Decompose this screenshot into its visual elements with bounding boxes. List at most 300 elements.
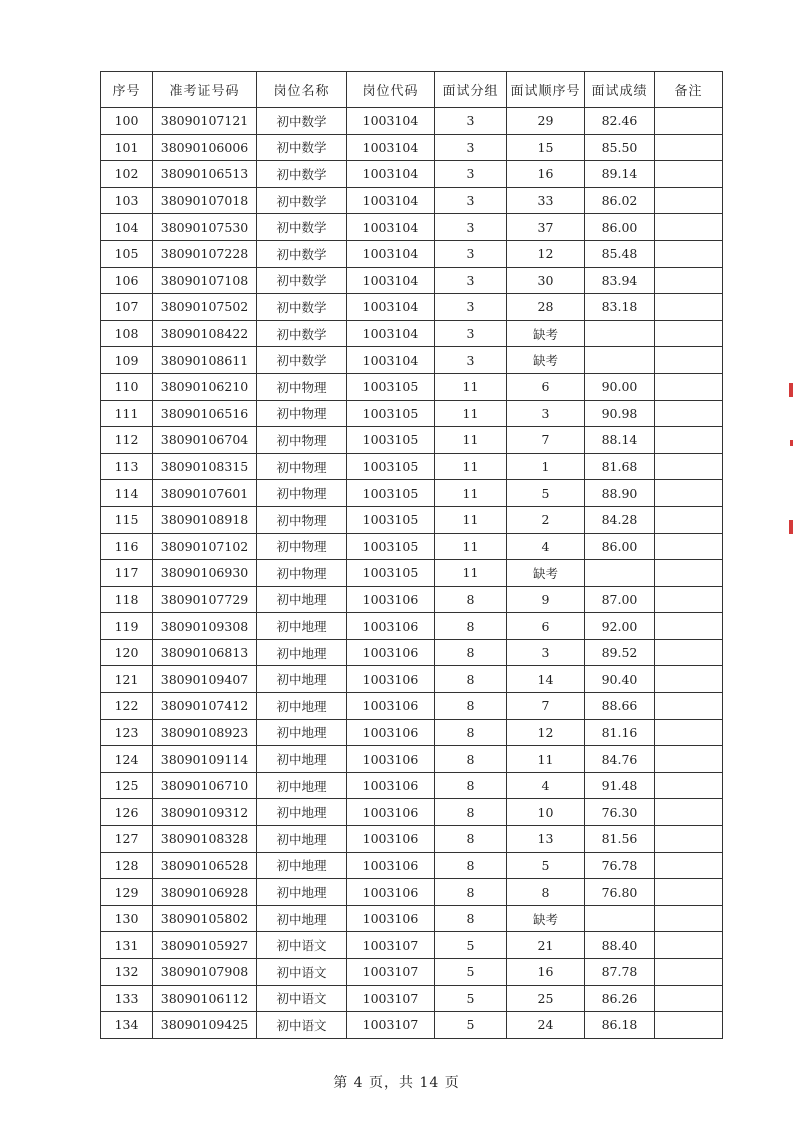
- table-row: [101, 719, 723, 746]
- cell-remarks: [655, 852, 723, 879]
- cell-position-name: 初中地理: [257, 666, 347, 693]
- cell-serial: 120: [101, 639, 153, 666]
- cell-exam-id: 38090106516: [153, 400, 257, 427]
- cell-remarks: [655, 214, 723, 241]
- cell-group: 8: [435, 879, 507, 906]
- cell-position-code: 1003106: [347, 905, 435, 932]
- cell-position-code: 1003106: [347, 613, 435, 640]
- cell-group: 11: [435, 480, 507, 507]
- cell-position-code: 1003105: [347, 427, 435, 454]
- cell-order: 2: [507, 506, 585, 533]
- cell-serial: 131: [101, 932, 153, 959]
- cell-position-name: 初中物理: [257, 533, 347, 560]
- cell-serial: 129: [101, 879, 153, 906]
- cell-serial: 118: [101, 586, 153, 613]
- cell-group: 11: [435, 453, 507, 480]
- cell-position-name: 初中语文: [257, 985, 347, 1012]
- cell-serial: 112: [101, 427, 153, 454]
- cell-position-name: 初中物理: [257, 400, 347, 427]
- table-row: [101, 879, 723, 906]
- cell-serial: 113: [101, 453, 153, 480]
- cell-position-code: 1003105: [347, 400, 435, 427]
- cell-order: 5: [507, 852, 585, 879]
- cell-position-code: 1003104: [347, 267, 435, 294]
- cell-position-name: 初中地理: [257, 746, 347, 773]
- cell-serial: 115: [101, 506, 153, 533]
- cell-position-name: 初中地理: [257, 879, 347, 906]
- cell-group: 11: [435, 506, 507, 533]
- cell-group: 8: [435, 666, 507, 693]
- cell-score: 86.02: [585, 187, 655, 214]
- table-row: [101, 108, 723, 135]
- header-position-name: 岗位名称: [257, 72, 347, 108]
- table-row: [101, 932, 723, 959]
- cell-exam-id: 38090106710: [153, 772, 257, 799]
- cell-order: 缺考: [507, 560, 585, 587]
- cell-serial: 105: [101, 240, 153, 267]
- cell-position-code: 1003104: [347, 214, 435, 241]
- table-row: [101, 826, 723, 853]
- cell-remarks: [655, 506, 723, 533]
- cell-order: 13: [507, 826, 585, 853]
- cell-position-name: 初中数学: [257, 214, 347, 241]
- cell-group: 3: [435, 267, 507, 294]
- cell-score: 84.28: [585, 506, 655, 533]
- cell-position-code: 1003106: [347, 879, 435, 906]
- cell-position-code: 1003104: [347, 294, 435, 321]
- cell-score: 85.50: [585, 134, 655, 161]
- cell-remarks: [655, 480, 723, 507]
- cell-exam-id: 38090109308: [153, 613, 257, 640]
- cell-order: 28: [507, 294, 585, 321]
- cell-score: 90.40: [585, 666, 655, 693]
- cell-position-name: 初中地理: [257, 719, 347, 746]
- cell-group: 11: [435, 427, 507, 454]
- cell-exam-id: 38090106112: [153, 985, 257, 1012]
- cell-exam-id: 38090109114: [153, 746, 257, 773]
- table-row: [101, 959, 723, 986]
- cell-group: 3: [435, 214, 507, 241]
- cell-position-code: 1003107: [347, 932, 435, 959]
- cell-exam-id: 38090107108: [153, 267, 257, 294]
- cell-group: 8: [435, 905, 507, 932]
- cell-order: 1: [507, 453, 585, 480]
- cell-remarks: [655, 427, 723, 454]
- cell-serial: 121: [101, 666, 153, 693]
- cell-position-code: 1003104: [347, 134, 435, 161]
- cell-score: 81.56: [585, 826, 655, 853]
- cell-position-name: 初中地理: [257, 772, 347, 799]
- cell-score: 76.80: [585, 879, 655, 906]
- cell-order: 14: [507, 666, 585, 693]
- table-row: [101, 613, 723, 640]
- cell-exam-id: 38090107908: [153, 959, 257, 986]
- cell-serial: 101: [101, 134, 153, 161]
- cell-serial: 134: [101, 1012, 153, 1039]
- cell-position-code: 1003107: [347, 1012, 435, 1039]
- cell-serial: 123: [101, 719, 153, 746]
- cell-order: 10: [507, 799, 585, 826]
- cell-score: [585, 347, 655, 374]
- cell-serial: 102: [101, 161, 153, 188]
- cell-remarks: [655, 453, 723, 480]
- cell-position-code: 1003107: [347, 959, 435, 986]
- interview-score-table: [100, 71, 723, 1039]
- cell-exam-id: 38090107601: [153, 480, 257, 507]
- header-group: 面试分组: [435, 72, 507, 108]
- cell-serial: 114: [101, 480, 153, 507]
- cell-order: 37: [507, 214, 585, 241]
- cell-serial: 126: [101, 799, 153, 826]
- cell-remarks: [655, 161, 723, 188]
- cell-serial: 104: [101, 214, 153, 241]
- cell-remarks: [655, 134, 723, 161]
- table-row: [101, 772, 723, 799]
- cell-order: 缺考: [507, 347, 585, 374]
- table-row: [101, 639, 723, 666]
- cell-position-name: 初中地理: [257, 852, 347, 879]
- cell-position-code: 1003104: [347, 187, 435, 214]
- cell-order: 4: [507, 772, 585, 799]
- cell-position-name: 初中数学: [257, 134, 347, 161]
- cell-score: 86.00: [585, 533, 655, 560]
- cell-score: 86.26: [585, 985, 655, 1012]
- cell-exam-id: 38090107121: [153, 108, 257, 135]
- cell-position-code: 1003106: [347, 719, 435, 746]
- header-exam-id: 准考证号码: [153, 72, 257, 108]
- cell-position-code: 1003107: [347, 985, 435, 1012]
- table-row: [101, 187, 723, 214]
- cell-remarks: [655, 746, 723, 773]
- cell-score: 88.90: [585, 480, 655, 507]
- cell-remarks: [655, 586, 723, 613]
- cell-remarks: [655, 400, 723, 427]
- cell-order: 5: [507, 480, 585, 507]
- cell-score: 82.46: [585, 108, 655, 135]
- cell-score: 86.18: [585, 1012, 655, 1039]
- cell-exam-id: 38090105802: [153, 905, 257, 932]
- cell-position-code: 1003105: [347, 560, 435, 587]
- cell-position-name: 初中地理: [257, 639, 347, 666]
- stamp-fragment: [789, 520, 793, 534]
- cell-group: 8: [435, 613, 507, 640]
- cell-serial: 132: [101, 959, 153, 986]
- cell-serial: 119: [101, 613, 153, 640]
- cell-order: 12: [507, 719, 585, 746]
- cell-group: 3: [435, 240, 507, 267]
- cell-remarks: [655, 294, 723, 321]
- cell-order: 6: [507, 613, 585, 640]
- table-row: [101, 267, 723, 294]
- cell-exam-id: 38090106928: [153, 879, 257, 906]
- cell-order: 16: [507, 161, 585, 188]
- cell-remarks: [655, 985, 723, 1012]
- cell-position-name: 初中地理: [257, 905, 347, 932]
- cell-position-name: 初中数学: [257, 294, 347, 321]
- cell-group: 8: [435, 639, 507, 666]
- table-row: [101, 320, 723, 347]
- cell-score: 87.00: [585, 586, 655, 613]
- cell-exam-id: 38090109312: [153, 799, 257, 826]
- header-row: [101, 72, 723, 108]
- cell-remarks: [655, 639, 723, 666]
- cell-position-code: 1003106: [347, 586, 435, 613]
- cell-remarks: [655, 772, 723, 799]
- cell-group: 5: [435, 932, 507, 959]
- cell-exam-id: 38090105927: [153, 932, 257, 959]
- cell-position-code: 1003106: [347, 693, 435, 720]
- cell-serial: 130: [101, 905, 153, 932]
- cell-order: 9: [507, 586, 585, 613]
- cell-position-name: 初中地理: [257, 799, 347, 826]
- cell-group: 11: [435, 560, 507, 587]
- cell-order: 21: [507, 932, 585, 959]
- cell-remarks: [655, 267, 723, 294]
- table-row: [101, 480, 723, 507]
- table-row: [101, 294, 723, 321]
- table-row: [101, 799, 723, 826]
- cell-exam-id: 38090108315: [153, 453, 257, 480]
- table-row: [101, 347, 723, 374]
- cell-remarks: [655, 959, 723, 986]
- cell-exam-id: 38090108422: [153, 320, 257, 347]
- cell-serial: 128: [101, 852, 153, 879]
- cell-score: [585, 560, 655, 587]
- cell-order: 33: [507, 187, 585, 214]
- page-footer: 第 4 页，共 14 页: [333, 1075, 460, 1091]
- table-row: [101, 746, 723, 773]
- cell-score: 88.14: [585, 427, 655, 454]
- cell-serial: 127: [101, 826, 153, 853]
- cell-position-code: 1003104: [347, 347, 435, 374]
- cell-position-name: 初中数学: [257, 187, 347, 214]
- cell-exam-id: 38090107228: [153, 240, 257, 267]
- cell-order: 3: [507, 400, 585, 427]
- cell-order: 12: [507, 240, 585, 267]
- table-row: [101, 400, 723, 427]
- table-row: [101, 852, 723, 879]
- cell-position-name: 初中物理: [257, 453, 347, 480]
- cell-group: 11: [435, 533, 507, 560]
- cell-score: 89.52: [585, 639, 655, 666]
- cell-serial: 122: [101, 693, 153, 720]
- cell-remarks: [655, 320, 723, 347]
- cell-position-code: 1003104: [347, 161, 435, 188]
- cell-remarks: [655, 560, 723, 587]
- cell-remarks: [655, 373, 723, 400]
- cell-exam-id: 38090106513: [153, 161, 257, 188]
- cell-score: 90.00: [585, 373, 655, 400]
- header-position-code: 岗位代码: [347, 72, 435, 108]
- cell-score: 86.00: [585, 214, 655, 241]
- cell-group: 8: [435, 719, 507, 746]
- table-row: [101, 905, 723, 932]
- table-row: [101, 134, 723, 161]
- table-row: [101, 453, 723, 480]
- cell-order: 24: [507, 1012, 585, 1039]
- cell-group: 8: [435, 693, 507, 720]
- cell-score: 76.30: [585, 799, 655, 826]
- cell-position-name: 初中物理: [257, 427, 347, 454]
- cell-score: 85.48: [585, 240, 655, 267]
- cell-group: 3: [435, 320, 507, 347]
- cell-position-code: 1003105: [347, 480, 435, 507]
- cell-exam-id: 38090107530: [153, 214, 257, 241]
- table-row: [101, 666, 723, 693]
- cell-score: 84.76: [585, 746, 655, 773]
- cell-exam-id: 38090106210: [153, 373, 257, 400]
- table-row: [101, 506, 723, 533]
- cell-group: 3: [435, 108, 507, 135]
- cell-order: 缺考: [507, 320, 585, 347]
- table-row: [101, 214, 723, 241]
- cell-position-code: 1003106: [347, 746, 435, 773]
- cell-score: 76.78: [585, 852, 655, 879]
- cell-position-code: 1003105: [347, 453, 435, 480]
- cell-position-name: 初中地理: [257, 586, 347, 613]
- table-row: [101, 373, 723, 400]
- cell-exam-id: 38090107412: [153, 693, 257, 720]
- table-body: [101, 108, 723, 1039]
- cell-order: 11: [507, 746, 585, 773]
- stamp-fragment: [789, 383, 793, 397]
- cell-position-name: 初中语文: [257, 959, 347, 986]
- cell-exam-id: 38090108611: [153, 347, 257, 374]
- cell-serial: 133: [101, 985, 153, 1012]
- cell-order: 8: [507, 879, 585, 906]
- table-row: [101, 427, 723, 454]
- cell-exam-id: 38090107102: [153, 533, 257, 560]
- cell-position-name: 初中数学: [257, 161, 347, 188]
- cell-order: 25: [507, 985, 585, 1012]
- cell-remarks: [655, 1012, 723, 1039]
- header-serial: 序号: [101, 72, 153, 108]
- cell-position-code: 1003106: [347, 666, 435, 693]
- cell-serial: 106: [101, 267, 153, 294]
- cell-position-name: 初中数学: [257, 108, 347, 135]
- cell-serial: 110: [101, 373, 153, 400]
- cell-serial: 100: [101, 108, 153, 135]
- cell-group: 8: [435, 799, 507, 826]
- cell-score: 81.16: [585, 719, 655, 746]
- cell-group: 3: [435, 294, 507, 321]
- cell-remarks: [655, 932, 723, 959]
- cell-remarks: [655, 905, 723, 932]
- cell-position-name: 初中数学: [257, 267, 347, 294]
- table-row: [101, 693, 723, 720]
- cell-position-code: 1003106: [347, 826, 435, 853]
- cell-exam-id: 38090107018: [153, 187, 257, 214]
- cell-exam-id: 38090106813: [153, 639, 257, 666]
- cell-position-name: 初中地理: [257, 693, 347, 720]
- cell-group: 5: [435, 959, 507, 986]
- cell-remarks: [655, 719, 723, 746]
- table-row: [101, 161, 723, 188]
- cell-remarks: [655, 108, 723, 135]
- cell-position-code: 1003105: [347, 373, 435, 400]
- cell-group: 3: [435, 347, 507, 374]
- cell-group: 11: [435, 400, 507, 427]
- cell-serial: 125: [101, 772, 153, 799]
- cell-score: 89.14: [585, 161, 655, 188]
- cell-serial: 124: [101, 746, 153, 773]
- cell-group: 5: [435, 985, 507, 1012]
- cell-position-code: 1003104: [347, 320, 435, 347]
- table-row: [101, 985, 723, 1012]
- cell-group: 8: [435, 826, 507, 853]
- cell-score: 83.94: [585, 267, 655, 294]
- cell-position-name: 初中物理: [257, 560, 347, 587]
- cell-group: 8: [435, 586, 507, 613]
- table-row: [101, 1012, 723, 1039]
- cell-remarks: [655, 533, 723, 560]
- cell-exam-id: 38090106528: [153, 852, 257, 879]
- cell-serial: 108: [101, 320, 153, 347]
- cell-score: 92.00: [585, 613, 655, 640]
- cell-order: 29: [507, 108, 585, 135]
- cell-serial: 103: [101, 187, 153, 214]
- cell-position-name: 初中数学: [257, 347, 347, 374]
- cell-remarks: [655, 826, 723, 853]
- cell-exam-id: 38090108923: [153, 719, 257, 746]
- cell-score: 88.66: [585, 693, 655, 720]
- cell-remarks: [655, 666, 723, 693]
- cell-score: 87.78: [585, 959, 655, 986]
- cell-order: 7: [507, 427, 585, 454]
- cell-exam-id: 38090107502: [153, 294, 257, 321]
- cell-exam-id: 38090106704: [153, 427, 257, 454]
- cell-group: 5: [435, 1012, 507, 1039]
- table-row: [101, 560, 723, 587]
- cell-remarks: [655, 347, 723, 374]
- header-order: 面试顺序号: [507, 72, 585, 108]
- table-row: [101, 586, 723, 613]
- cell-serial: 117: [101, 560, 153, 587]
- cell-position-name: 初中地理: [257, 826, 347, 853]
- cell-order: 15: [507, 134, 585, 161]
- cell-score: [585, 320, 655, 347]
- cell-position-code: 1003106: [347, 639, 435, 666]
- cell-remarks: [655, 613, 723, 640]
- cell-remarks: [655, 693, 723, 720]
- cell-order: 缺考: [507, 905, 585, 932]
- cell-score: 88.40: [585, 932, 655, 959]
- cell-remarks: [655, 879, 723, 906]
- cell-order: 6: [507, 373, 585, 400]
- cell-position-name: 初中语文: [257, 1012, 347, 1039]
- cell-score: 91.48: [585, 772, 655, 799]
- cell-serial: 109: [101, 347, 153, 374]
- cell-group: 3: [435, 187, 507, 214]
- cell-exam-id: 38090109425: [153, 1012, 257, 1039]
- cell-score: [585, 905, 655, 932]
- cell-score: 83.18: [585, 294, 655, 321]
- cell-exam-id: 38090108918: [153, 506, 257, 533]
- cell-position-code: 1003105: [347, 533, 435, 560]
- cell-serial: 107: [101, 294, 153, 321]
- cell-exam-id: 38090109407: [153, 666, 257, 693]
- cell-order: 16: [507, 959, 585, 986]
- table-row: [101, 240, 723, 267]
- cell-group: 8: [435, 746, 507, 773]
- cell-remarks: [655, 799, 723, 826]
- cell-position-name: 初中物理: [257, 506, 347, 533]
- cell-group: 8: [435, 772, 507, 799]
- cell-exam-id: 38090106930: [153, 560, 257, 587]
- cell-position-code: 1003104: [347, 240, 435, 267]
- cell-group: 3: [435, 134, 507, 161]
- cell-position-name: 初中数学: [257, 320, 347, 347]
